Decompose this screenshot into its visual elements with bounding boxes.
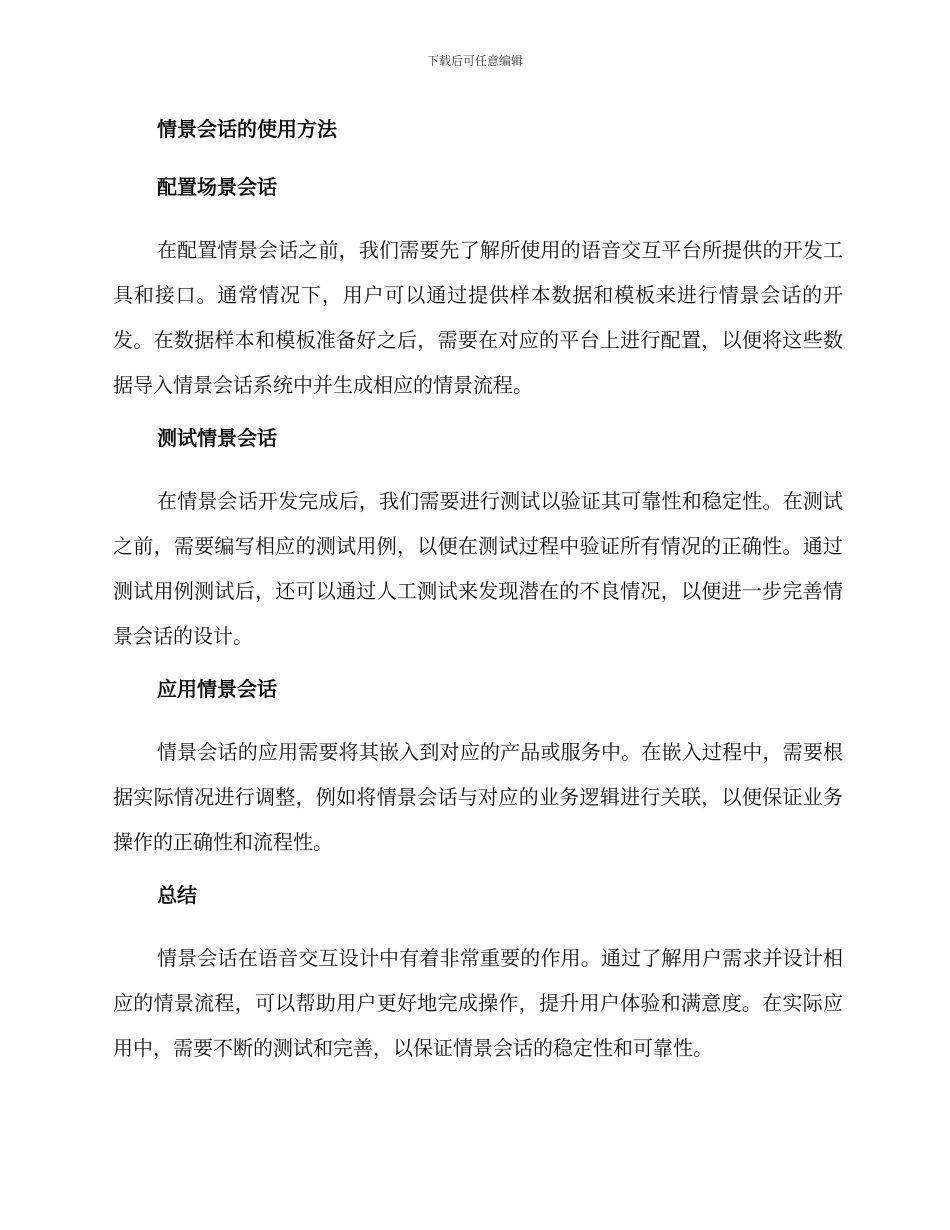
page-header-note: 下载后可任意编辑 [426, 54, 523, 68]
section-body-apply: 情景会话的应用需要将其嵌入到对应的产品或服务中。在嵌入过程中，需要根据实际情况进行调整，例如将情景会话与对应的业务逻辑进行关联，以便保证业务操作的正确性和流程性。 [113, 740, 843, 854]
section-heading-apply: 应用情景会话 [157, 677, 277, 701]
section-body-summary: 情景会话在语音交互设计中有着非常重要的作用。通过了解用户需求并设计相应的情景流程，可以帮助用户更好地完成操作，提升用户体验和满意度。在实际应用中，需要不断的测试和完善，以保证情景会话的稳定性和可靠性。 [113, 946, 843, 1060]
document-body [113, 112, 843, 1084]
section-heading-test: 测试情景会话 [157, 426, 277, 450]
section-body-test: 在情景会话开发完成后，我们需要进行测试以验证其可靠性和稳定性。在测试之前，需要编写相应的测试用例，以便在测试过程中验证所有情况的正确性。通过测试用例测试后，还可以通过人工测试来发现潜在的不良情况，以便进一步完善情景会话的设计。 [113, 489, 843, 648]
section-heading-summary: 总结 [157, 883, 197, 907]
section-body-configure: 在配置情景会话之前，我们需要先了解所使用的语音交互平台所提供的开发工具和接口。通常情况下，用户可以通过提供样本数据和模板来进行情景会话的开发。在数据样本和模板准备好之后，需要在对应的平台上进行配置，以便将这些数据导入情景会话系统中并生成相应的情景流程。 [113, 238, 843, 397]
section-heading-configure: 配置场景会话 [157, 175, 277, 199]
document-title: 情景会话的使用方法 [157, 117, 337, 141]
